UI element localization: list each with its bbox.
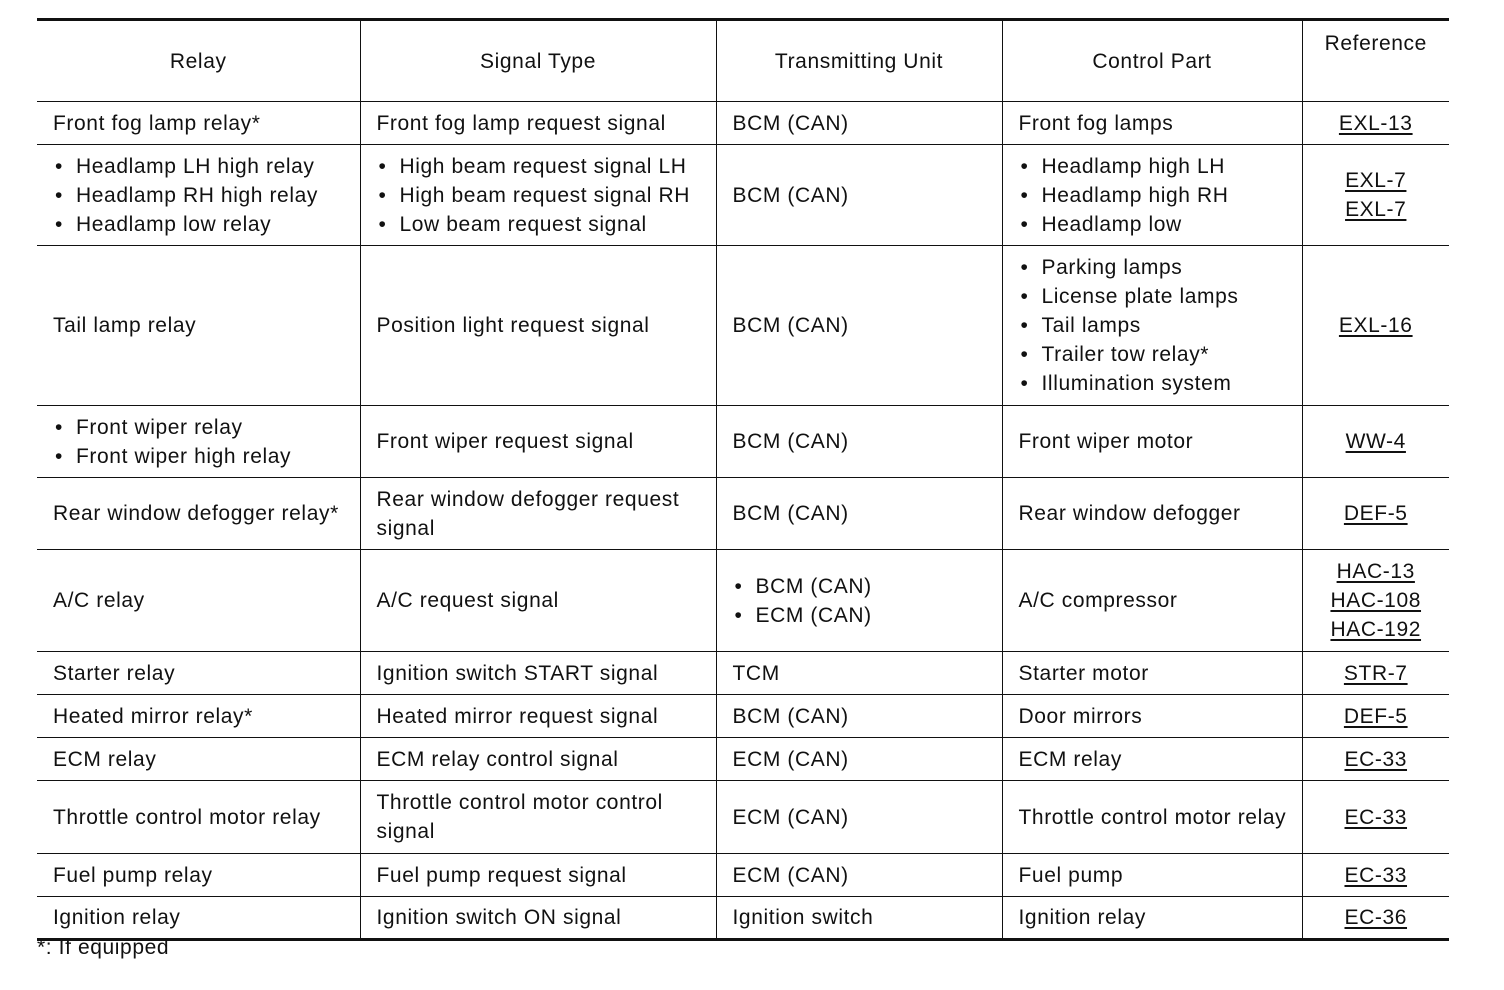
reference-link[interactable]: HAC-192 <box>1330 618 1422 641</box>
transmitting-unit-cell-text: TCM <box>732 661 780 685</box>
control-part-cell-text: A/C compressor <box>1018 589 1178 612</box>
list-item: • Tail lamps <box>1019 311 1302 340</box>
relay-table-container <box>37 18 1449 941</box>
control-part-cell <box>1002 781 1302 854</box>
list-item: • High beam request signal RH <box>377 181 716 210</box>
control-part-cell-text: Throttle control motor relay <box>1018 805 1287 829</box>
table-row <box>37 781 1449 854</box>
table-row <box>37 738 1449 781</box>
reference-link[interactable]: EC-33 <box>1344 805 1408 829</box>
signal-type-cell-text: Fuel pump request signal <box>376 863 627 887</box>
signal-type-cell-list <box>377 152 716 239</box>
signal-type-cell-text: Position light request signal <box>376 314 650 337</box>
footnote: *: If equipped <box>37 936 170 959</box>
list-item: • Headlamp high LH <box>1019 152 1302 181</box>
list-item: • Front wiper high relay <box>53 442 360 471</box>
control-part-cell-text: Fuel pump <box>1018 863 1124 887</box>
transmitting-unit-cell <box>716 102 1002 145</box>
signal-type-cell <box>360 781 716 854</box>
transmitting-unit-cell-text: ECM (CAN) <box>732 747 849 771</box>
transmitting-unit-cell-text: BCM (CAN) <box>732 704 849 728</box>
signal-type-cell-text: Ignition switch START signal <box>376 661 659 685</box>
reference-link[interactable]: HAC-108 <box>1330 589 1422 612</box>
transmitting-unit-cell <box>716 854 1002 897</box>
signal-type-cell <box>360 738 716 781</box>
transmitting-unit-cell <box>716 897 1002 940</box>
table-header-row <box>37 20 1449 102</box>
signal-type-cell-text: Front wiper request signal <box>376 430 634 453</box>
table-row <box>37 695 1449 738</box>
reference-cell <box>1302 102 1449 145</box>
list-item: • Headlamp RH high relay <box>53 181 360 210</box>
signal-type-cell-text: Ignition switch ON signal <box>376 906 622 929</box>
signal-type-cell-text: Throttle control motor control signal <box>376 791 663 843</box>
reference-link[interactable]: EXL-7 <box>1345 198 1407 221</box>
list-item: • Illumination system <box>1019 369 1302 398</box>
header-signal-type: Signal Type <box>360 20 716 102</box>
transmitting-unit-cell-text: BCM (CAN) <box>732 430 849 453</box>
control-part-cell-text: Starter motor <box>1018 661 1149 685</box>
table-row <box>37 854 1449 897</box>
table-body <box>37 102 1449 940</box>
list-item: • Headlamp low relay <box>53 210 360 239</box>
control-part-cell-list <box>1019 152 1302 239</box>
reference-link[interactable]: DEF-5 <box>1343 704 1408 728</box>
relay-cell <box>37 550 360 652</box>
transmitting-unit-cell-text: ECM (CAN) <box>732 863 849 887</box>
relay-cell <box>37 102 360 145</box>
transmitting-unit-cell-text: BCM (CAN) <box>732 183 849 207</box>
list-item: • License plate lamps <box>1019 282 1302 311</box>
relay-cell <box>37 246 360 406</box>
list-item: • ECM (CAN) <box>733 601 1002 630</box>
signal-type-cell <box>360 854 716 897</box>
transmitting-unit-cell <box>716 695 1002 738</box>
relay-cell-text: Tail lamp relay <box>53 314 197 337</box>
list-item: • Trailer tow relay* <box>1019 340 1302 369</box>
signal-type-cell <box>360 406 716 478</box>
reference-cell <box>1302 406 1449 478</box>
relay-cell-text: Starter relay <box>53 661 176 685</box>
reference-link[interactable]: EXL-16 <box>1338 314 1413 337</box>
control-part-cell <box>1002 145 1302 246</box>
control-part-cell-text: Door mirrors <box>1018 704 1143 728</box>
table-row <box>37 550 1449 652</box>
relay-cell-text: A/C relay <box>53 589 145 612</box>
relay-cell-text: Rear window defogger relay* <box>53 502 339 525</box>
transmitting-unit-cell <box>716 781 1002 854</box>
list-item: • Headlamp LH high relay <box>53 152 360 181</box>
signal-type-cell <box>360 102 716 145</box>
transmitting-unit-cell-text: BCM (CAN) <box>732 111 849 135</box>
list-item: • Front wiper relay <box>53 413 360 442</box>
header-reference: Reference <box>1302 20 1449 102</box>
header-control-part: Control Part <box>1002 20 1302 102</box>
control-part-cell <box>1002 478 1302 550</box>
transmitting-unit-cell <box>716 550 1002 652</box>
control-part-cell-text: Rear window defogger <box>1018 502 1241 525</box>
signal-type-cell-text: Rear window defogger request signal <box>376 487 680 540</box>
signal-type-cell <box>360 145 716 246</box>
table-row <box>37 145 1449 246</box>
transmitting-unit-cell-text: Ignition switch <box>732 906 874 929</box>
control-part-cell <box>1002 738 1302 781</box>
transmitting-unit-cell <box>716 652 1002 695</box>
control-part-cell <box>1002 102 1302 145</box>
reference-link[interactable]: EC-33 <box>1344 863 1408 887</box>
transmitting-unit-cell-list <box>733 572 1002 630</box>
reference-cell <box>1302 738 1449 781</box>
signal-type-cell-text: ECM relay control signal <box>376 747 619 771</box>
transmitting-unit-cell-text: BCM (CAN) <box>732 314 849 337</box>
relay-cell <box>37 897 360 940</box>
control-part-cell <box>1002 246 1302 406</box>
table-row <box>37 102 1449 145</box>
header-transmitting-unit: Transmitting Unit <box>716 20 1002 102</box>
reference-cell <box>1302 145 1449 246</box>
relay-cell-text: Heated mirror relay* <box>53 704 253 728</box>
signal-type-cell-text: Heated mirror request signal <box>376 704 659 728</box>
control-part-cell-list <box>1019 253 1302 398</box>
relay-cell <box>37 652 360 695</box>
control-part-cell <box>1002 652 1302 695</box>
control-part-cell-text: Front fog lamps <box>1018 111 1174 135</box>
transmitting-unit-cell-text: BCM (CAN) <box>732 502 849 525</box>
relay-cell <box>37 145 360 246</box>
relay-cell <box>37 854 360 897</box>
reference-link[interactable]: EXL-7 <box>1345 169 1407 192</box>
reference-cell <box>1302 781 1449 854</box>
relay-cell <box>37 695 360 738</box>
signal-type-cell-text: A/C request signal <box>376 589 559 612</box>
reference-link[interactable]: WW-4 <box>1345 430 1406 453</box>
relay-cell <box>37 781 360 854</box>
transmitting-unit-cell <box>716 478 1002 550</box>
relay-cell-text: Ignition relay <box>53 906 181 929</box>
relay-cell-text: ECM relay <box>53 747 157 771</box>
control-part-cell <box>1002 550 1302 652</box>
relay-cell-text: Fuel pump relay <box>53 863 213 887</box>
relay-cell-text: Throttle control motor relay <box>53 805 321 829</box>
reference-cell <box>1302 695 1449 738</box>
signal-type-cell <box>360 897 716 940</box>
table-row <box>37 478 1449 550</box>
transmitting-unit-cell <box>716 738 1002 781</box>
signal-type-cell-text: Front fog lamp request signal <box>376 111 666 135</box>
transmitting-unit-cell <box>716 406 1002 478</box>
signal-type-cell <box>360 550 716 652</box>
signal-type-cell <box>360 478 716 550</box>
reference-cell <box>1302 246 1449 406</box>
signal-type-cell <box>360 695 716 738</box>
table-row <box>37 246 1449 406</box>
reference-link[interactable]: DEF-5 <box>1343 502 1408 525</box>
relay-cell <box>37 478 360 550</box>
transmitting-unit-cell-text: ECM (CAN) <box>732 805 849 829</box>
table-row <box>37 406 1449 478</box>
control-part-cell-text: ECM relay <box>1018 747 1122 771</box>
relay-cell-list <box>53 152 360 239</box>
reference-link[interactable]: EC-36 <box>1344 906 1408 929</box>
list-item: • Parking lamps <box>1019 253 1302 282</box>
reference-link[interactable]: HAC-13 <box>1336 560 1415 583</box>
signal-type-cell <box>360 652 716 695</box>
relay-cell <box>37 738 360 781</box>
control-part-cell <box>1002 695 1302 738</box>
list-item: • Headlamp high RH <box>1019 181 1302 210</box>
reference-cell <box>1302 478 1449 550</box>
transmitting-unit-cell <box>716 246 1002 406</box>
header-relay: Relay <box>37 20 360 102</box>
signal-type-cell <box>360 246 716 406</box>
list-item: • BCM (CAN) <box>733 572 1002 601</box>
reference-cell <box>1302 550 1449 652</box>
reference-cell <box>1302 854 1449 897</box>
reference-link[interactable]: EC-33 <box>1344 747 1408 771</box>
reference-link[interactable]: EXL-13 <box>1338 111 1413 135</box>
control-part-cell-text: Front wiper motor <box>1018 430 1194 453</box>
reference-cell <box>1302 652 1449 695</box>
transmitting-unit-cell <box>716 145 1002 246</box>
reference-cell <box>1302 897 1449 940</box>
control-part-cell <box>1002 897 1302 940</box>
list-item: • High beam request signal LH <box>377 152 716 181</box>
reference-link[interactable]: STR-7 <box>1343 661 1408 685</box>
relay-table <box>37 18 1449 941</box>
relay-cell-list <box>53 413 360 471</box>
relay-cell-text: Front fog lamp relay* <box>53 111 261 135</box>
control-part-cell <box>1002 406 1302 478</box>
control-part-cell <box>1002 854 1302 897</box>
list-item: • Headlamp low <box>1019 210 1302 239</box>
table-row <box>37 897 1449 940</box>
control-part-cell-text: Ignition relay <box>1018 906 1146 929</box>
list-item: • Low beam request signal <box>377 210 716 239</box>
table-row <box>37 652 1449 695</box>
relay-cell <box>37 406 360 478</box>
